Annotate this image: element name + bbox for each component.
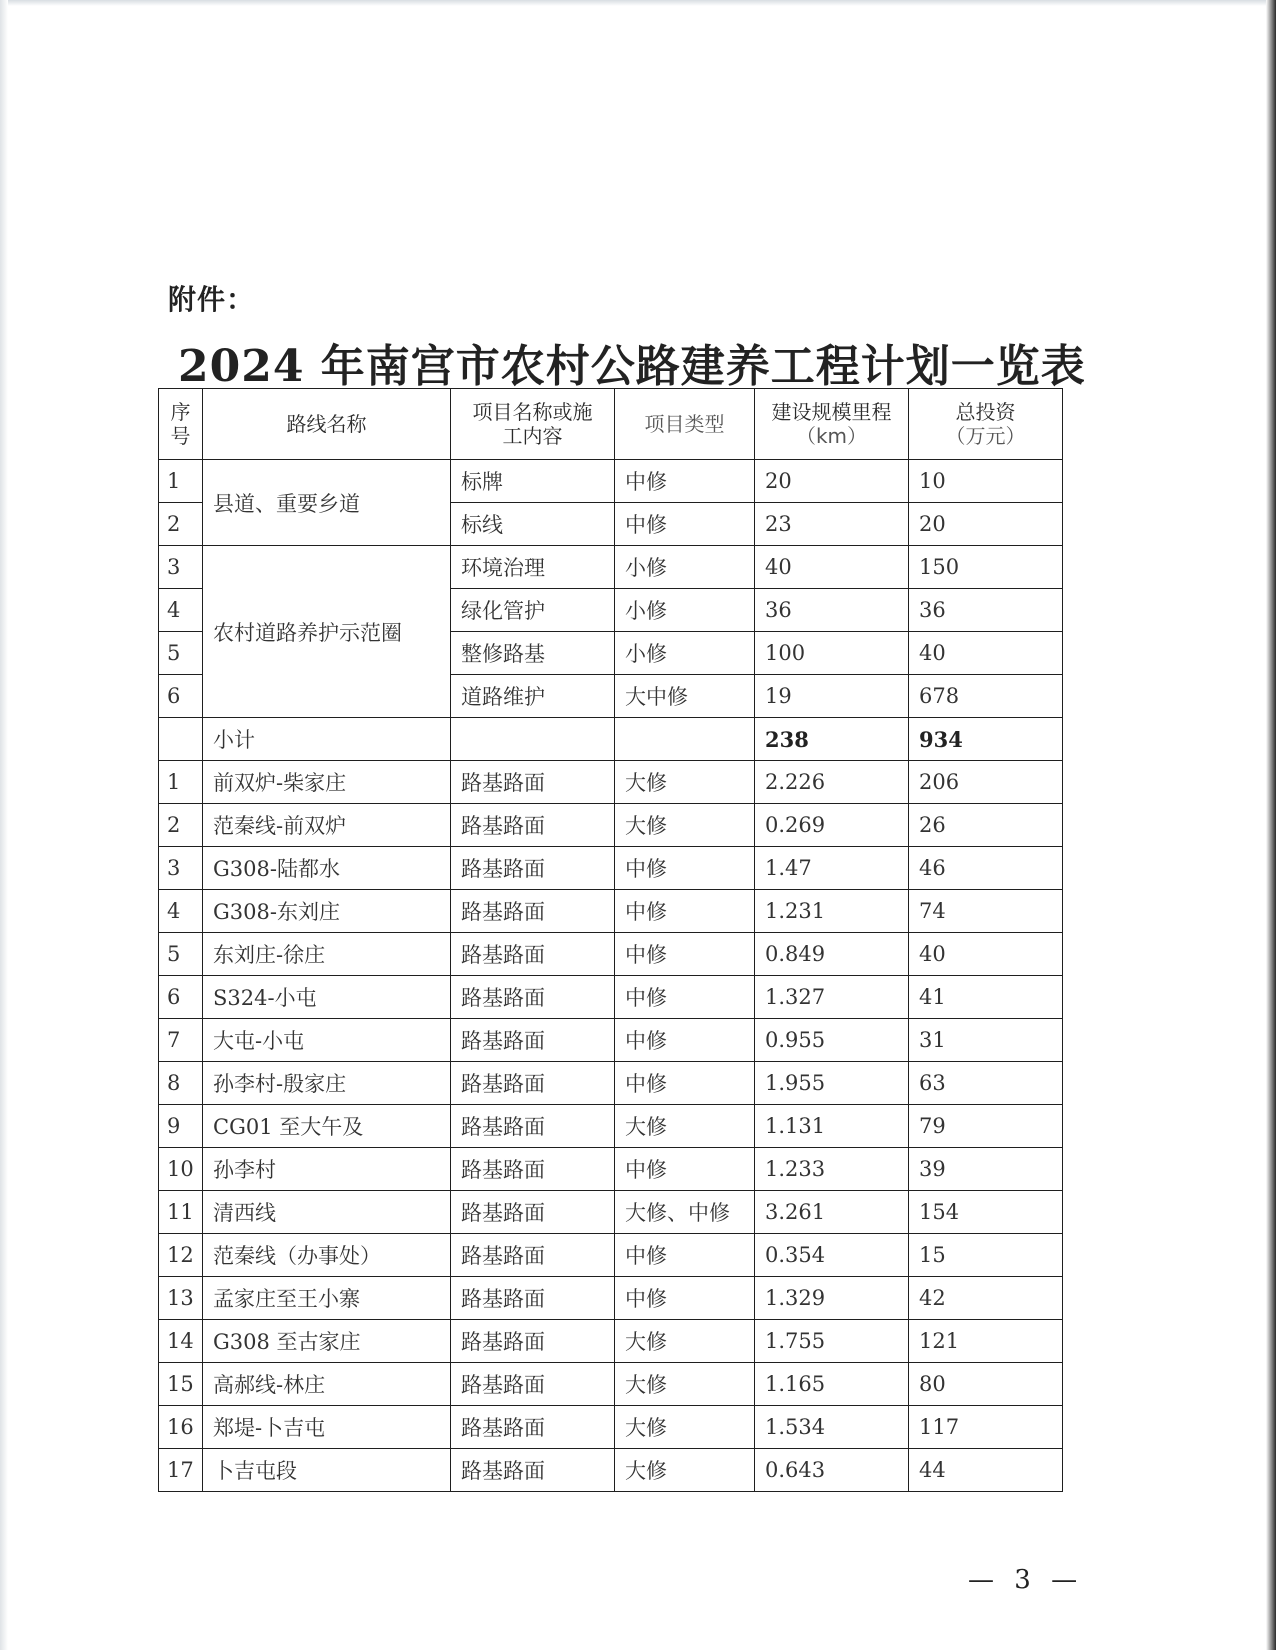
cell-invest: 26 <box>909 804 1063 847</box>
cell-invest: 206 <box>909 761 1063 804</box>
cell-route: 范秦线-前双炉 <box>203 804 451 847</box>
subtotal-invest: 934 <box>909 718 1063 761</box>
cell-seq: 1 <box>159 460 203 503</box>
header-project: 项目名称或施 工内容 <box>451 389 615 460</box>
cell-invest: 79 <box>909 1105 1063 1148</box>
cell-seq: 17 <box>159 1449 203 1492</box>
cell-seq: 8 <box>159 1062 203 1105</box>
header-route: 路线名称 <box>203 389 451 460</box>
cell-km: 100 <box>755 632 909 675</box>
cell-seq: 3 <box>159 847 203 890</box>
attachment-label: 附件： <box>168 283 256 316</box>
cell-invest: 39 <box>909 1148 1063 1191</box>
cell-seq: 15 <box>159 1363 203 1406</box>
page-number: — 3 — <box>968 1565 1084 1595</box>
cell-km: 1.955 <box>755 1062 909 1105</box>
cell-type: 中修 <box>615 1019 755 1062</box>
cell-invest: 44 <box>909 1449 1063 1492</box>
cell-type: 中修 <box>615 1062 755 1105</box>
cell-km: 1.329 <box>755 1277 909 1320</box>
cell-seq: 11 <box>159 1191 203 1234</box>
cell-km: 0.849 <box>755 933 909 976</box>
cell-km: 23 <box>755 503 909 546</box>
cell-project: 路基路面 <box>451 1234 615 1277</box>
cell-invest: 150 <box>909 546 1063 589</box>
cell-km: 0.269 <box>755 804 909 847</box>
cell-km: 1.534 <box>755 1406 909 1449</box>
cell-invest: 74 <box>909 890 1063 933</box>
cell-route: 卜吉屯段 <box>203 1449 451 1492</box>
table-row <box>159 976 1063 1019</box>
cell-seq: 13 <box>159 1277 203 1320</box>
cell-type: 大修 <box>615 1449 755 1492</box>
cell-type: 大修 <box>615 1406 755 1449</box>
cell-invest: 15 <box>909 1234 1063 1277</box>
cell-seq: 2 <box>159 503 203 546</box>
cell-km: 1.233 <box>755 1148 909 1191</box>
cell-project: 路基路面 <box>451 1148 615 1191</box>
table-row <box>159 804 1063 847</box>
cell-seq: 6 <box>159 976 203 1019</box>
table-header-row <box>159 389 1063 460</box>
cell-km: 1.231 <box>755 890 909 933</box>
scan-edge-right <box>1266 0 1276 1650</box>
table-row <box>159 1105 1063 1148</box>
cell-seq: 6 <box>159 675 203 718</box>
cell-seq-empty <box>159 718 203 761</box>
cell-invest: 117 <box>909 1406 1063 1449</box>
cell-invest: 121 <box>909 1320 1063 1363</box>
document-title: 2024 年南宫市农村公路建养工程计划一览表 <box>178 341 1086 392</box>
cell-invest: 63 <box>909 1062 1063 1105</box>
cell-km: 1.165 <box>755 1363 909 1406</box>
cell-km: 0.643 <box>755 1449 909 1492</box>
cell-invest: 42 <box>909 1277 1063 1320</box>
cell-project: 路基路面 <box>451 1019 615 1062</box>
table-row <box>159 1148 1063 1191</box>
cell-invest: 10 <box>909 460 1063 503</box>
cell-route: 孙李村 <box>203 1148 451 1191</box>
cell-type: 大修 <box>615 1363 755 1406</box>
cell-invest: 40 <box>909 632 1063 675</box>
cell-type: 大修、中修 <box>615 1191 755 1234</box>
cell-seq: 9 <box>159 1105 203 1148</box>
cell-km: 19 <box>755 675 909 718</box>
cell-invest: 36 <box>909 589 1063 632</box>
cell-project: 路基路面 <box>451 1062 615 1105</box>
cell-km: 36 <box>755 589 909 632</box>
cell-route: 前双炉-柴家庄 <box>203 761 451 804</box>
header-seq: 序号 <box>159 389 203 460</box>
cell-invest: 40 <box>909 933 1063 976</box>
cell-route: S324-小屯 <box>203 976 451 1019</box>
cell-seq: 4 <box>159 890 203 933</box>
cell-km: 2.226 <box>755 761 909 804</box>
cell-km: 1.327 <box>755 976 909 1019</box>
subtotal-km: 238 <box>755 718 909 761</box>
cell-project: 路基路面 <box>451 1363 615 1406</box>
cell-route: G308-陆都水 <box>203 847 451 890</box>
cell-seq: 1 <box>159 761 203 804</box>
table-row <box>159 546 1063 589</box>
table-row <box>159 460 1063 503</box>
cell-route: 郑堤-卜吉屯 <box>203 1406 451 1449</box>
cell-route: G308 至古家庄 <box>203 1320 451 1363</box>
cell-invest: 31 <box>909 1019 1063 1062</box>
cell-project: 路基路面 <box>451 761 615 804</box>
cell-project: 路基路面 <box>451 1105 615 1148</box>
table-row <box>159 761 1063 804</box>
cell-seq: 3 <box>159 546 203 589</box>
cell-type: 中修 <box>615 1148 755 1191</box>
cell-project: 路基路面 <box>451 890 615 933</box>
cell-km: 0.354 <box>755 1234 909 1277</box>
cell-km: 0.955 <box>755 1019 909 1062</box>
cell-type: 大修 <box>615 1320 755 1363</box>
cell-project: 路基路面 <box>451 976 615 1019</box>
cell-route: 范秦线（办事处） <box>203 1234 451 1277</box>
table-row <box>159 1019 1063 1062</box>
cell-invest: 80 <box>909 1363 1063 1406</box>
cell-seq: 5 <box>159 933 203 976</box>
header-type: 项目类型 <box>615 389 755 460</box>
cell-seq: 2 <box>159 804 203 847</box>
cell-seq: 4 <box>159 589 203 632</box>
cell-invest: 678 <box>909 675 1063 718</box>
cell-type: 中修 <box>615 847 755 890</box>
subtotal-row <box>159 718 1063 761</box>
cell-route: 高郝线-林庄 <box>203 1363 451 1406</box>
cell-seq: 16 <box>159 1406 203 1449</box>
cell-route: CG01 至大午及 <box>203 1105 451 1148</box>
cell-seq: 7 <box>159 1019 203 1062</box>
cell-invest: 20 <box>909 503 1063 546</box>
scan-edge-left <box>0 0 8 1650</box>
cell-type: 中修 <box>615 890 755 933</box>
cell-project: 环境治理 <box>451 546 615 589</box>
cell-type: 小修 <box>615 546 755 589</box>
cell-seq: 12 <box>159 1234 203 1277</box>
cell-route: 孙李村-殷家庄 <box>203 1062 451 1105</box>
cell-project-empty <box>451 718 615 761</box>
cell-route: 孟家庄至王小寨 <box>203 1277 451 1320</box>
cell-route: 清西线 <box>203 1191 451 1234</box>
cell-type: 中修 <box>615 460 755 503</box>
table-row <box>159 890 1063 933</box>
table-row <box>159 1191 1063 1234</box>
cell-type: 中修 <box>615 1234 755 1277</box>
cell-km: 3.261 <box>755 1191 909 1234</box>
cell-project: 整修路基 <box>451 632 615 675</box>
table-row <box>159 847 1063 890</box>
cell-route: 大屯-小屯 <box>203 1019 451 1062</box>
table-row <box>159 1449 1063 1492</box>
scan-edge-top <box>0 0 1276 6</box>
cell-km: 1.47 <box>755 847 909 890</box>
table-row <box>159 1277 1063 1320</box>
table-row <box>159 1363 1063 1406</box>
table-row <box>159 1406 1063 1449</box>
cell-type: 小修 <box>615 632 755 675</box>
table-row <box>159 1320 1063 1363</box>
cell-route: G308-东刘庄 <box>203 890 451 933</box>
cell-km: 1.755 <box>755 1320 909 1363</box>
cell-type: 大修 <box>615 761 755 804</box>
cell-type: 小修 <box>615 589 755 632</box>
cell-km: 1.131 <box>755 1105 909 1148</box>
cell-type: 大修 <box>615 804 755 847</box>
table-row <box>159 1062 1063 1105</box>
cell-project: 标牌 <box>451 460 615 503</box>
cell-type: 大中修 <box>615 675 755 718</box>
cell-seq: 14 <box>159 1320 203 1363</box>
cell-km: 40 <box>755 546 909 589</box>
cell-route: 东刘庄-徐庄 <box>203 933 451 976</box>
cell-invest: 46 <box>909 847 1063 890</box>
cell-invest: 154 <box>909 1191 1063 1234</box>
cell-project: 路基路面 <box>451 1320 615 1363</box>
cell-route-group: 农村道路养护示范圈 <box>203 546 451 718</box>
cell-project: 路基路面 <box>451 847 615 890</box>
cell-type: 中修 <box>615 976 755 1019</box>
cell-type: 中修 <box>615 503 755 546</box>
cell-type-empty <box>615 718 755 761</box>
table-row <box>159 1234 1063 1277</box>
header-investment: 总投资 （万元） <box>909 389 1063 460</box>
cell-project: 路基路面 <box>451 1449 615 1492</box>
cell-project: 路基路面 <box>451 933 615 976</box>
cell-project: 道路维护 <box>451 675 615 718</box>
cell-project: 路基路面 <box>451 1191 615 1234</box>
cell-project: 路基路面 <box>451 1277 615 1320</box>
cell-seq: 10 <box>159 1148 203 1191</box>
plan-table <box>158 388 1063 1492</box>
cell-type: 中修 <box>615 933 755 976</box>
subtotal-label: 小计 <box>203 718 451 761</box>
cell-route-group: 县道、重要乡道 <box>203 460 451 546</box>
table-row <box>159 933 1063 976</box>
cell-project: 标线 <box>451 503 615 546</box>
cell-seq: 5 <box>159 632 203 675</box>
cell-project: 路基路面 <box>451 804 615 847</box>
cell-type: 大修 <box>615 1105 755 1148</box>
header-scale: 建设规模里程 （km） <box>755 389 909 460</box>
cell-type: 中修 <box>615 1277 755 1320</box>
cell-project: 绿化管护 <box>451 589 615 632</box>
cell-km: 20 <box>755 460 909 503</box>
cell-invest: 41 <box>909 976 1063 1019</box>
cell-project: 路基路面 <box>451 1406 615 1449</box>
